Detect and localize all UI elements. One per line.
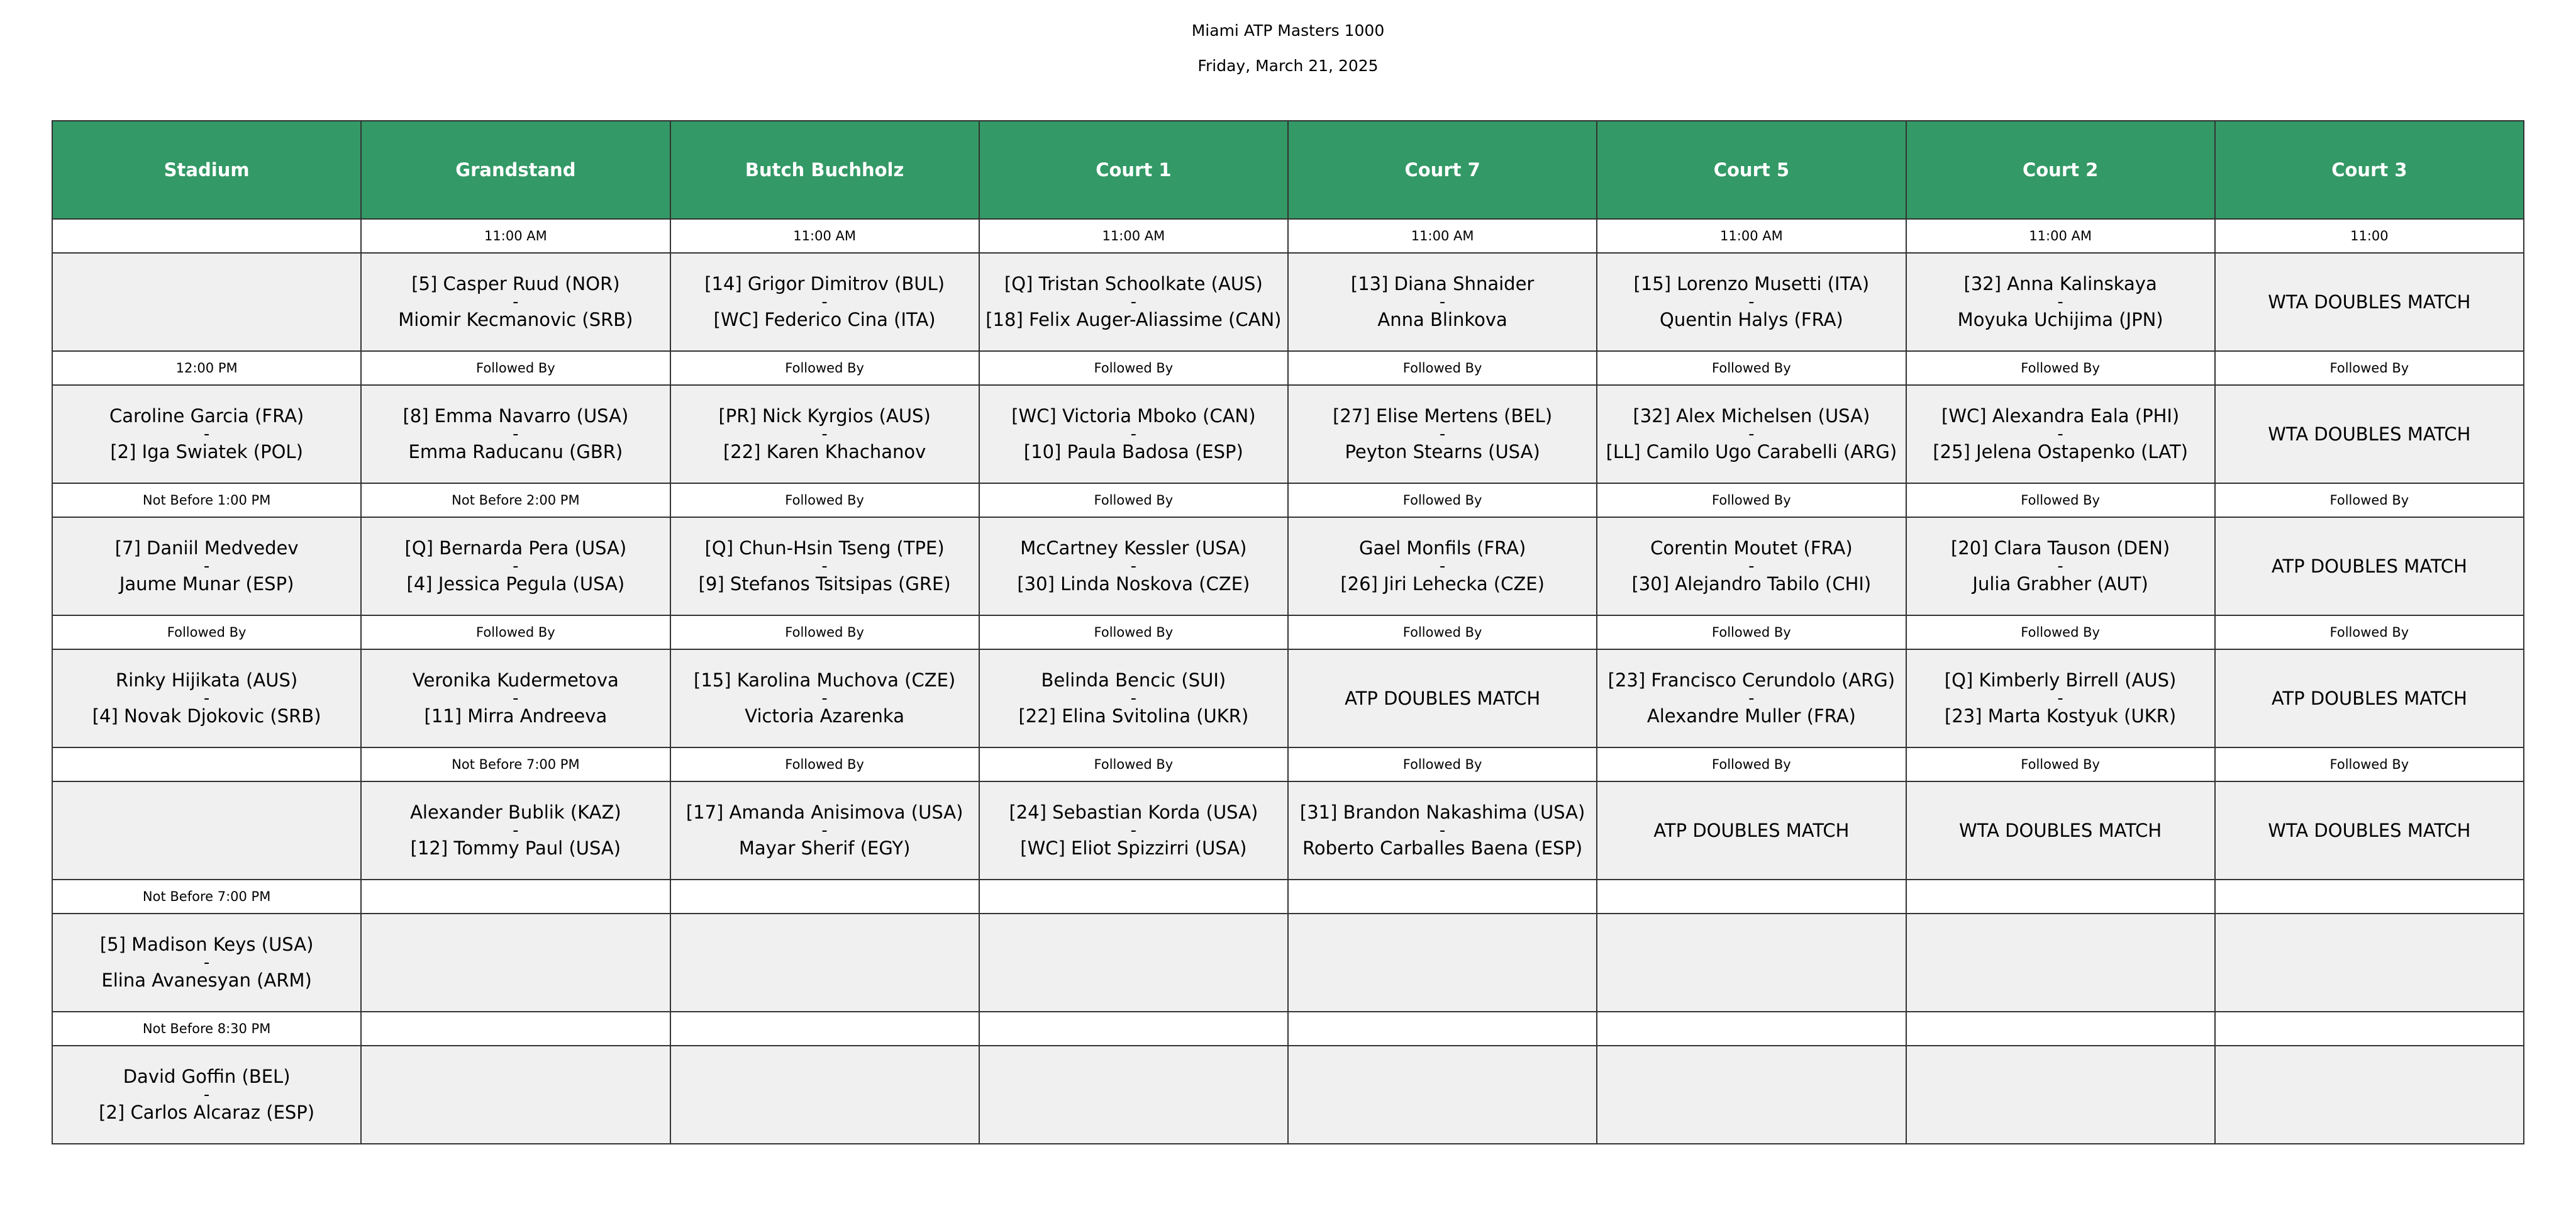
versus-separator: - <box>1439 293 1446 311</box>
schedule-body <box>52 219 2524 1144</box>
match-row <box>52 649 2524 747</box>
time-slot-cell <box>52 219 361 253</box>
versus-separator: - <box>821 293 828 311</box>
player-one: [32] Alex Michelsen (USA) <box>1633 405 1870 427</box>
player-one: Gael Monfils (FRA) <box>1358 537 1526 559</box>
match-cell <box>670 914 979 1012</box>
match-cell <box>52 517 361 615</box>
match-cell <box>361 253 670 351</box>
match-cell <box>979 914 1288 1012</box>
time-slot-cell: Followed By <box>2215 747 2524 781</box>
time-slot-cell: Followed By <box>1906 483 2215 517</box>
player-two: [25] Jelena Ostapenko (LAT) <box>1933 441 2188 462</box>
player-one: ATP DOUBLES MATCH <box>1345 687 1541 709</box>
match-cell <box>2215 649 2524 747</box>
versus-separator: - <box>821 689 828 708</box>
player-one: Rinky Hijikata (AUS) <box>116 669 298 691</box>
match-cell <box>1906 253 2215 351</box>
player-two: [22] Karen Khachanov <box>723 441 926 462</box>
time-slot-cell: Followed By <box>1597 615 1906 649</box>
versus-separator: - <box>1130 293 1137 311</box>
match-cell <box>2215 781 2524 880</box>
player-one: WTA DOUBLES MATCH <box>1958 819 2162 841</box>
match-cell <box>1906 781 2215 880</box>
player-one: [Q] Chun-Hsin Tseng (TPE) <box>704 537 945 559</box>
versus-separator: - <box>2057 425 2063 444</box>
time-slot-cell: Followed By <box>979 747 1288 781</box>
player-one: Caroline Garcia (FRA) <box>109 405 304 427</box>
match-row <box>52 1046 2524 1144</box>
time-slot-cell: 11:00 AM <box>1597 219 1906 253</box>
player-one: [27] Elise Mertens (BEL) <box>1333 405 1553 427</box>
versus-separator: - <box>1439 821 1446 840</box>
player-one: [17] Amanda Anisimova (USA) <box>686 802 963 823</box>
tournament-title: Miami ATP Masters 1000 <box>1191 21 1385 40</box>
player-one: [23] Francisco Cerundolo (ARG) <box>1607 669 1896 691</box>
time-row <box>52 615 2524 649</box>
match-cell <box>2215 1046 2524 1144</box>
time-slot-cell: Followed By <box>1906 351 2215 385</box>
time-slot-cell: Followed By <box>1288 483 1597 517</box>
match-cell <box>670 649 979 747</box>
match-row <box>52 385 2524 483</box>
match-row <box>52 517 2524 615</box>
player-one: Veronika Kudermetova <box>412 669 619 691</box>
match-cell <box>1288 914 1597 1012</box>
player-one: [8] Emma Navarro (USA) <box>402 405 629 427</box>
match-cell <box>979 253 1288 351</box>
match-cell <box>361 1046 670 1144</box>
player-two: [WC] Federico Cina (ITA) <box>713 309 936 330</box>
player-two: [4] Jessica Pegula (USA) <box>406 573 625 595</box>
player-one: [5] Madison Keys (USA) <box>99 934 314 955</box>
player-one: [32] Anna Kalinskaya <box>1963 273 2157 294</box>
time-row <box>52 747 2524 781</box>
player-two: [4] Novak Djokovic (SRB) <box>92 705 321 727</box>
versus-separator: - <box>1130 557 1137 576</box>
versus-separator: - <box>1748 557 1755 576</box>
court-header-grandstand: Grandstand <box>361 121 670 219</box>
time-slot-cell <box>1597 880 1906 914</box>
match-cell <box>1597 385 1906 483</box>
match-cell <box>979 649 1288 747</box>
match-cell <box>52 253 361 351</box>
time-slot-cell: 11:00 AM <box>1906 219 2215 253</box>
time-row <box>52 219 2524 253</box>
match-cell <box>1597 253 1906 351</box>
time-slot-cell <box>1288 1012 1597 1046</box>
player-two: Victoria Azarenka <box>745 705 904 727</box>
match-cell <box>52 781 361 880</box>
time-slot-cell <box>361 1012 670 1046</box>
time-slot-cell: 11:00 <box>2215 219 2524 253</box>
time-slot-cell <box>1288 880 1597 914</box>
time-slot-cell: Followed By <box>979 351 1288 385</box>
time-slot-cell: Followed By <box>670 615 979 649</box>
time-slot-cell: Not Before 2:00 PM <box>361 483 670 517</box>
player-two: [LL] Camilo Ugo Carabelli (ARG) <box>1606 441 1897 462</box>
match-cell <box>2215 914 2524 1012</box>
player-one: [Q] Bernarda Pera (USA) <box>404 537 627 559</box>
time-slot-cell: Followed By <box>1597 351 1906 385</box>
player-two: [12] Tommy Paul (USA) <box>410 837 621 859</box>
match-cell <box>1288 781 1597 880</box>
time-row <box>52 351 2524 385</box>
match-cell <box>52 649 361 747</box>
versus-separator: - <box>513 557 519 576</box>
time-slot-cell <box>361 880 670 914</box>
match-cell <box>1288 517 1597 615</box>
player-one: Belinda Bencic (SUI) <box>1041 669 1226 691</box>
court-header-stadium: Stadium <box>52 121 361 219</box>
time-slot-cell: 11:00 AM <box>361 219 670 253</box>
versus-separator: - <box>2057 689 2063 708</box>
player-two: [WC] Eliot Spizzirri (USA) <box>1020 837 1247 859</box>
time-slot-cell: 11:00 AM <box>670 219 979 253</box>
time-slot-cell: Followed By <box>2215 615 2524 649</box>
player-two: Moyuka Uchijima (JPN) <box>1957 309 2163 330</box>
match-cell <box>2215 253 2524 351</box>
player-two: Alexandre Muller (FRA) <box>1646 705 1856 727</box>
court-header-court-1: Court 1 <box>979 121 1288 219</box>
match-cell <box>1906 649 2215 747</box>
player-two: Elina Avanesyan (ARM) <box>101 970 312 991</box>
time-slot-cell <box>1906 1012 2215 1046</box>
player-one: [14] Grigor Dimitrov (BUL) <box>704 273 945 294</box>
player-one: [7] Daniil Medvedev <box>114 537 299 559</box>
match-cell <box>361 385 670 483</box>
match-cell <box>979 517 1288 615</box>
court-header-court-7: Court 7 <box>1288 121 1597 219</box>
versus-separator: - <box>203 557 210 576</box>
court-header-court-2: Court 2 <box>1906 121 2215 219</box>
match-cell <box>361 517 670 615</box>
versus-separator: - <box>2057 557 2063 576</box>
player-two: Julia Grabher (AUT) <box>1972 573 2148 595</box>
time-slot-cell: Not Before 7:00 PM <box>361 747 670 781</box>
player-one: WTA DOUBLES MATCH <box>2268 291 2471 313</box>
match-cell <box>1288 649 1597 747</box>
versus-separator: - <box>1130 689 1137 708</box>
match-cell <box>1906 385 2215 483</box>
player-one: Corentin Moutet (FRA) <box>1650 537 1853 559</box>
match-cell <box>979 385 1288 483</box>
match-cell <box>1597 649 1906 747</box>
player-one: [5] Casper Ruud (NOR) <box>411 273 620 294</box>
player-one: ATP DOUBLES MATCH <box>1653 819 1850 841</box>
player-one: ATP DOUBLES MATCH <box>2271 555 2467 577</box>
player-one: [20] Clara Tauson (DEN) <box>1951 537 2170 559</box>
versus-separator: - <box>513 425 519 444</box>
time-slot-cell <box>979 1012 1288 1046</box>
time-slot-cell: Not Before 7:00 PM <box>52 880 361 914</box>
match-cell <box>1597 781 1906 880</box>
player-one: David Goffin (BEL) <box>123 1066 291 1087</box>
player-two: Peyton Stearns (USA) <box>1345 441 1540 462</box>
player-two: [10] Paula Badosa (ESP) <box>1023 441 1243 462</box>
player-two: Mayar Sherif (EGY) <box>738 837 911 859</box>
time-slot-cell <box>2215 880 2524 914</box>
court-header-butch-buchholz: Butch Buchholz <box>670 121 979 219</box>
match-cell <box>52 385 361 483</box>
time-slot-cell: Followed By <box>1288 351 1597 385</box>
match-cell <box>670 253 979 351</box>
order-of-play-table <box>52 120 2524 1144</box>
versus-separator: - <box>1748 293 1755 311</box>
versus-separator: - <box>821 557 828 576</box>
player-two: Roberto Carballes Baena (ESP) <box>1302 837 1583 859</box>
time-slot-cell: Followed By <box>2215 483 2524 517</box>
versus-separator: - <box>203 425 210 444</box>
player-two: [23] Marta Kostyuk (UKR) <box>1945 705 2177 727</box>
match-row <box>52 253 2524 351</box>
time-slot-cell: Followed By <box>1597 483 1906 517</box>
player-two: [30] Alejandro Tabilo (CHI) <box>1631 573 1872 595</box>
player-one: [Q] Tristan Schoolkate (AUS) <box>1004 273 1263 294</box>
time-slot-cell: Followed By <box>361 615 670 649</box>
player-one: Alexander Bublik (KAZ) <box>410 802 621 823</box>
time-slot-cell: Followed By <box>1288 615 1597 649</box>
player-two: [11] Mirra Andreeva <box>424 705 608 727</box>
versus-separator: - <box>203 1085 210 1104</box>
match-cell <box>670 517 979 615</box>
court-header-court-3: Court 3 <box>2215 121 2524 219</box>
player-two: Anna Blinkova <box>1377 309 1507 330</box>
player-two: [26] Jiri Lehecka (CZE) <box>1340 573 1545 595</box>
time-slot-cell: Not Before 8:30 PM <box>52 1012 361 1046</box>
match-cell <box>52 1046 361 1144</box>
player-one: WTA DOUBLES MATCH <box>2268 819 2471 841</box>
time-row <box>52 880 2524 914</box>
player-one: WTA DOUBLES MATCH <box>2268 423 2471 445</box>
match-cell <box>670 1046 979 1144</box>
player-one: [15] Lorenzo Musetti (ITA) <box>1633 273 1870 294</box>
match-cell <box>1597 914 1906 1012</box>
versus-separator: - <box>1130 425 1137 444</box>
time-slot-cell <box>2215 1012 2524 1046</box>
versus-separator: - <box>2057 293 2063 311</box>
match-cell <box>1597 1046 1906 1144</box>
versus-separator: - <box>513 821 519 840</box>
time-row <box>52 483 2524 517</box>
time-slot-cell: Not Before 1:00 PM <box>52 483 361 517</box>
time-slot-cell: Followed By <box>1597 747 1906 781</box>
time-slot-cell: Followed By <box>2215 351 2524 385</box>
time-slot-cell: Followed By <box>670 483 979 517</box>
court-header-court-5: Court 5 <box>1597 121 1906 219</box>
versus-separator: - <box>1748 689 1755 708</box>
time-slot-cell <box>1906 880 2215 914</box>
time-slot-cell: Followed By <box>979 483 1288 517</box>
player-one: [PR] Nick Kyrgios (AUS) <box>718 405 931 427</box>
court-header-row <box>52 121 2524 219</box>
player-one: [31] Brandon Nakashima (USA) <box>1299 802 1585 823</box>
match-cell <box>979 781 1288 880</box>
time-row <box>52 1012 2524 1046</box>
versus-separator: - <box>513 293 519 311</box>
player-one: [WC] Alexandra Eala (PHI) <box>1941 405 2180 427</box>
match-cell <box>2215 517 2524 615</box>
match-cell <box>1597 517 1906 615</box>
time-slot-cell: 12:00 PM <box>52 351 361 385</box>
versus-separator: - <box>203 689 210 708</box>
versus-separator: - <box>1748 425 1755 444</box>
match-row <box>52 914 2524 1012</box>
time-slot-cell: Followed By <box>52 615 361 649</box>
match-cell <box>1906 1046 2215 1144</box>
time-slot-cell: Followed By <box>1906 747 2215 781</box>
player-one: [Q] Kimberly Birrell (AUS) <box>1944 669 2177 691</box>
match-cell <box>1288 1046 1597 1144</box>
time-slot-cell: Followed By <box>1288 747 1597 781</box>
player-two: Jaume Munar (ESP) <box>119 573 294 595</box>
match-cell <box>670 385 979 483</box>
match-cell <box>670 781 979 880</box>
player-two: [9] Stefanos Tsitsipas (GRE) <box>698 573 951 595</box>
match-row <box>52 781 2524 880</box>
versus-separator: - <box>1439 557 1446 576</box>
player-two: [22] Elina Svitolina (UKR) <box>1018 705 1249 727</box>
time-slot-cell <box>670 1012 979 1046</box>
player-one: [15] Karolina Muchova (CZE) <box>694 669 956 691</box>
time-slot-cell: 11:00 AM <box>1288 219 1597 253</box>
player-two: [30] Linda Noskova (CZE) <box>1017 573 1250 595</box>
player-one: [24] Sebastian Korda (USA) <box>1009 802 1258 823</box>
time-slot-cell: Followed By <box>1906 615 2215 649</box>
player-two: Emma Raducanu (GBR) <box>408 441 623 462</box>
time-slot-cell <box>979 880 1288 914</box>
time-slot-cell: Followed By <box>979 615 1288 649</box>
match-cell <box>1906 517 2215 615</box>
match-cell <box>1288 385 1597 483</box>
player-one: McCartney Kessler (USA) <box>1020 537 1247 559</box>
versus-separator: - <box>821 425 828 444</box>
player-one: [WC] Victoria Mboko (CAN) <box>1011 405 1256 427</box>
versus-separator: - <box>1130 821 1137 840</box>
versus-separator: - <box>203 953 210 972</box>
versus-separator: - <box>1439 425 1446 444</box>
match-cell <box>361 914 670 1012</box>
match-cell <box>361 649 670 747</box>
match-cell <box>1288 253 1597 351</box>
time-slot-cell: Followed By <box>670 351 979 385</box>
match-cell <box>52 914 361 1012</box>
match-cell <box>2215 385 2524 483</box>
player-one: [13] Diana Shnaider <box>1350 273 1535 294</box>
match-cell <box>1906 914 2215 1012</box>
schedule-date: Friday, March 21, 2025 <box>1197 57 1379 75</box>
player-two: Miomir Kecmanovic (SRB) <box>398 309 633 330</box>
player-two: [2] Iga Swiatek (POL) <box>110 441 303 462</box>
player-two: [2] Carlos Alcaraz (ESP) <box>99 1102 315 1123</box>
time-slot-cell <box>670 880 979 914</box>
versus-separator: - <box>821 821 828 840</box>
time-slot-cell: 11:00 AM <box>979 219 1288 253</box>
time-slot-cell: Followed By <box>670 747 979 781</box>
versus-separator: - <box>513 689 519 708</box>
player-two: Quentin Halys (FRA) <box>1660 309 1843 330</box>
time-slot-cell <box>1597 1012 1906 1046</box>
player-two: [18] Felix Auger-Aliassime (CAN) <box>985 309 1282 330</box>
match-cell <box>979 1046 1288 1144</box>
player-one: ATP DOUBLES MATCH <box>2271 687 2467 709</box>
time-slot-cell <box>52 747 361 781</box>
match-cell <box>361 781 670 880</box>
time-slot-cell: Followed By <box>361 351 670 385</box>
